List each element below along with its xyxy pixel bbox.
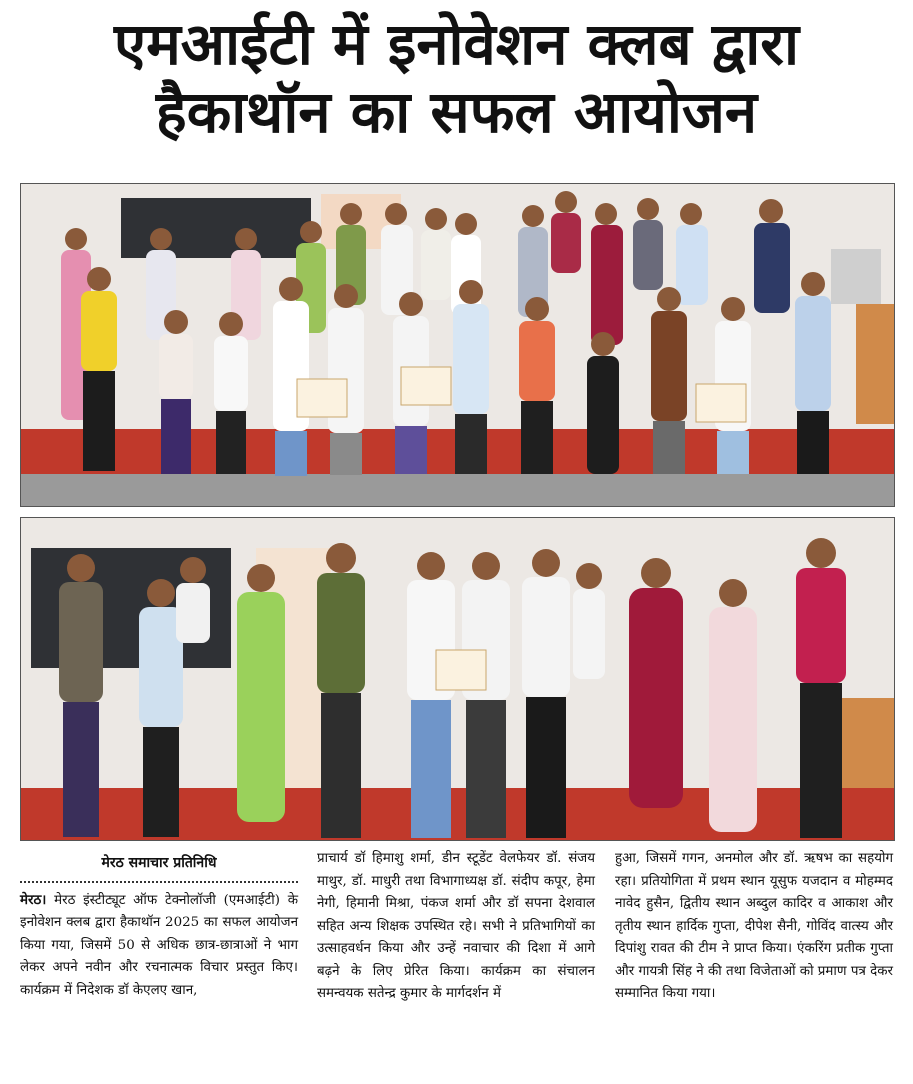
group-photo-illustration xyxy=(21,184,894,506)
headline-line-2: हैकाथॉन का सफल आयोजन xyxy=(155,78,758,146)
article-column-2: प्राचार्य डॉ हिमाशु शर्मा, डीन स्टूडेंट वेलफेयर डॉ. संजय माथुर, डॉ. माधुरी तथा विभागाध्यक्ष डॉ. संदीप कपूर, हेमा नेगी, हिमानी मिश्रा, पंकज शर्मा और डॉ सपना देशवाल सहित अन्य शिक्षक उपस्थित रहे। सभी ने प्रतिभागियों का उत्साहवर्धन किया और उन्हें नवाचार की दिशा में आगे बढ़ने के लिए प्रेरित किया। कार्यक्रम का संचालन समन्वयक सतेन्द्र कुमार के मार्गदर्शन में xyxy=(317,851,595,1001)
podium xyxy=(856,304,894,424)
article-column-3: हुआ, जिसमें गगन, अनमोल और डॉ. ऋषभ का सहयोग रहा। प्रतियोगिता में प्रथम स्थान यूसुफ यजदान व मोहम्मद नावेद हुसैन, द्वितीय स्थान अब्दुल कादिर व आकाश और तृतीय स्थान हार्दिक गुप्ता, दीपेश सैनी, गोविंद वात्स्य और दिपांशु रावत की टीम ने प्राप्त किया। एंकरिंग प्रतीक गुप्ता और गायत्री सिंह ने की तथा विजेताओं को प्रमाण पत्र देकर सम्मानित किया गया। xyxy=(615,851,893,1001)
headline xyxy=(0,10,913,146)
byline: मेरठ समाचार प्रतिनिधि xyxy=(20,848,298,883)
dateline: मेरठ। xyxy=(20,891,47,908)
projector-screen xyxy=(121,198,311,258)
award-photo-illustration xyxy=(21,518,894,840)
article xyxy=(20,848,893,1078)
award-photo xyxy=(20,517,895,841)
article-column-1 xyxy=(20,848,298,1002)
certificate xyxy=(436,650,486,690)
article-text-1: मेरठ इंस्टीट्यूट ऑफ टेक्नोलॉजी (एमआईटी) के इनोवेशन क्लब द्वारा हैकाथॉन 2025 का सफल आयोजन किया गया, जिसमें 50 से अधिक छात्र-छात्राओं ने भाग लेकर अपने नवीन और रचनात्मक विचार प्रस्तुत किए। कार्यक्रम में निदेशक डॉ केएलए खान, xyxy=(20,892,298,998)
headline-line-1: एमआईटी में इनोवेशन क्लब द्वारा xyxy=(114,10,799,78)
printer xyxy=(831,249,881,304)
group-photo xyxy=(20,183,895,507)
